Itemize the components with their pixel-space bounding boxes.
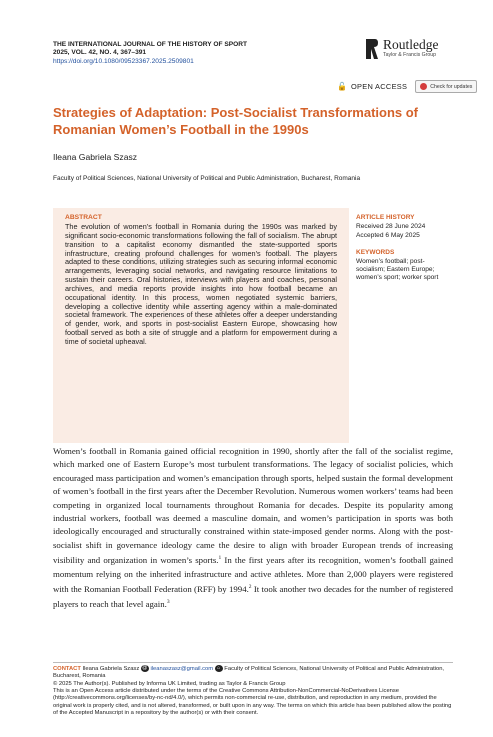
article-history-heading: ARTICLE HISTORY [356,214,415,221]
open-access-label: OPEN ACCESS [350,82,408,91]
received-date: Received 28 June 2024 [356,223,426,230]
address-icon: ⌂ [215,665,223,672]
license-text: This is an Open Access article distributed under the terms of the Creative Commons Attribution-NonCommercial-NoDerivatives License (http://creativecommons.org/licenses/by-nc-nd/4.0/), which permits non-commercial re-use, distribution, and reproduction in any medium, provided the original work is properly cited, and is not altered, transformed, or built upon in any way. The terms on which this article has been published allow the posting of the Accepted Manuscript in a repository by the author(s) or with their consent. [53,687,452,716]
check-updates-label: Check for updates [430,83,473,90]
body-text-3: It took another two decades for the number of registered players to reach that level again. [53,583,453,610]
body-text-2: In the first years after its recognition, women’s football gained momentum relying on the inherited infrastructure and active athletes. More than 2,000 players were registered with the Romanian Football Federation (RFF) by 1994. [53,555,453,594]
check-updates-button[interactable] [415,80,477,93]
routledge-logo-icon [365,38,379,60]
abstract-text: The evolution of women’s football in Romania during the 1990s was marked by significant socio-economic transformations following the fall of socialism. The abrupt transition to a capitalist economy dismantled the state-supported sports infrastructure, creating profound challenges for women’s football. The players adapted to these conditions, utilizing strategies such as securing informal economic arrangements, leveraging social networks, and navigating resource limitations to sustain their careers. Oral histories, interviews with players and coaches, personal archives, and media reports provide insights into how football became an occupational identity. In this process, women negotiated systemic barriers, developing a collective identity while asserting agency within a male-dominated societal framework. The experiences of these athletes offer a deeper understanding of gender, work, and sports in post-socialist Eastern Europe, showcasing how football served as both a site of struggle and a platform for empowerment during a time of societal upheaval. [65,222,337,346]
email-icon: @ [142,665,148,671]
contact-address: Faculty of Political Sciences, National University of Political and Public Administration, Bucharest, Romania [53,666,445,680]
footnote-1[interactable]: 1 [218,555,222,562]
publisher-logo [365,38,439,60]
journal-header [53,41,247,66]
abstract-heading: ABSTRACT [65,214,102,221]
journal-name: THE INTERNATIONAL JOURNAL OF THE HISTORY OF SPORT [53,41,248,48]
copyright-line: © 2025 The Author(s). Published by Informa UK Limited, trading as Taylor & Francis Group [53,680,286,687]
article-affiliation: Faculty of Political Sciences, National University of Political and Public Administration, Bucharest, Romania [53,175,361,182]
contact-name: Ileana Gabriela Szasz [80,666,141,673]
contact-label: CONTACT [53,666,81,673]
access-row [337,80,477,93]
footnote-3[interactable]: 3 [166,599,170,606]
contact-line [53,665,453,681]
body-text-1: Women’s football in Romania gained official recognition in 1990, shortly after the fall of the socialist regime, which marked one of Eastern Europe’s most turbulent transformations. The legacy of socialist policies, which encouraged mass participation and women’s emancipation through sports, helped sustain the formal development of women’s football in the first years after the December Revolution. Numerous women workers’ teams had been competing in organized local tournaments throughout Romania for decades. Despite its popularity among industrial workers, football was deemed a masculine domain, and women’s participation in sports was both ideologically encouraged and structurally constrained within state-imposed gender norms. Along with the post-socialist shift in governance ideology came the desire to align with broader European trends of increasing visibility and organization in women’s sports. [53,446,453,566]
accepted-date: Accepted 6 May 2025 [356,232,420,239]
keywords-heading: KEYWORDS [356,249,395,256]
doi-link[interactable]: https://doi.org/10.1080/09523367.2025.2509801 [53,57,194,65]
keywords-list: Women’s football; post-socialism; Eastern Europe; women’s sport; worker sport [356,258,439,282]
publisher-sub: Taylor & Francis Group [383,52,437,58]
footnote-2[interactable]: 2 [248,583,252,590]
volume-info: 2025, VOL. 42, NO. 4, 367–391 [53,49,147,57]
body-paragraph [53,445,453,612]
article-author: Ileana Gabriela Szasz [53,152,138,162]
footer [53,662,453,717]
contact-email[interactable]: ileanaszasz@gmail.com [150,666,214,673]
open-access-lock-icon: 🔓 [337,82,347,91]
crossmark-icon [420,83,427,90]
publisher-name: Routledge [383,37,439,52]
article-title: Strategies of Adaptation: Post-Socialist Transformations of Romanian Women’s Football in the 1990s [53,105,419,137]
